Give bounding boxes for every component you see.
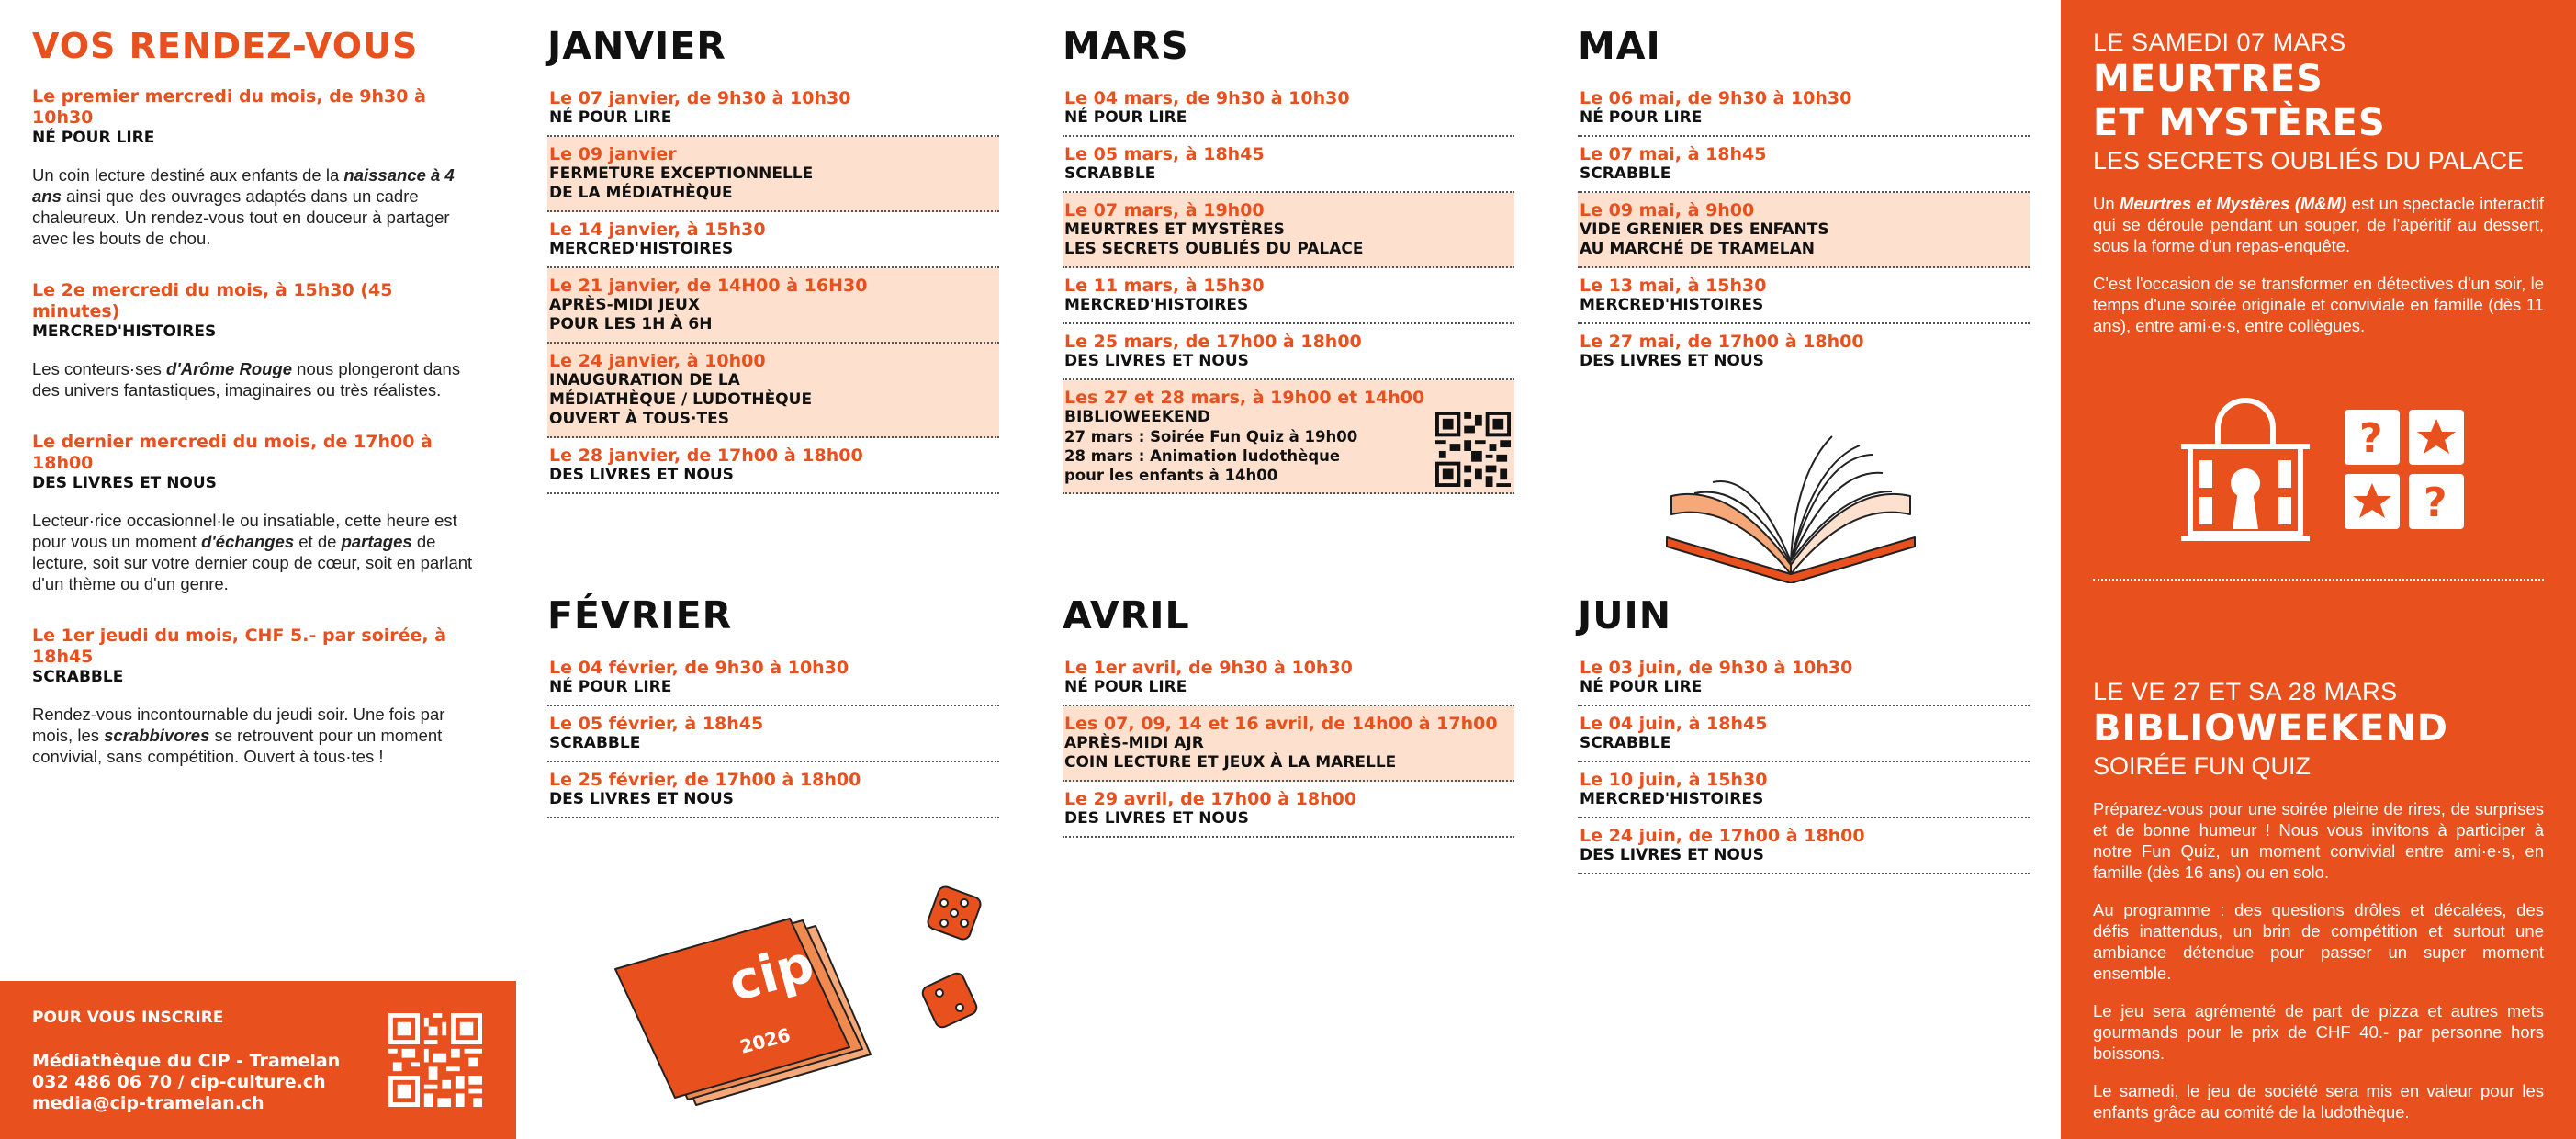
cards-logo-text: cip bbox=[722, 933, 820, 1014]
text-part: Lecteur·rice occasionnel·le ou insatiable, cette heure est pour vous un moment bbox=[32, 511, 457, 551]
event-name: NÉ POUR LIRE bbox=[549, 678, 672, 696]
intro-text bbox=[32, 358, 482, 400]
event-detail: 27 mars : Soirée Fun Quiz à 19h00 bbox=[1064, 428, 1358, 445]
dice-icon bbox=[920, 885, 983, 1030]
biblio-paragraph: Au programme : des questions drôles et décalées, des défis inattendus, un brin de compétition et surtout une ambiance détendue pour passer un super moment ensemble. bbox=[2093, 900, 2544, 983]
event-name: FERMETURE EXCEPTIONNELLE DE LA MÉDIATHÈQUE bbox=[549, 164, 814, 202]
month-mai bbox=[1578, 24, 2030, 378]
meurtres-kicker: LE SAMEDI 07 MARS bbox=[2093, 28, 2346, 56]
event-name: BIBLIOWEEKEND bbox=[1064, 408, 1210, 426]
event-name: DES LIVRES ET NOUS bbox=[1580, 846, 1764, 864]
text-part: Un coin lecture destiné aux enfants de la bbox=[32, 165, 344, 185]
event-item bbox=[1578, 324, 2030, 378]
text-part: se retrouvent pour un moment convivial, sans compétition. Ouvert à tous·tes ! bbox=[32, 726, 443, 766]
event-item bbox=[547, 650, 999, 706]
inscription-email[interactable]: media@cip-tramelan.ch bbox=[32, 1093, 264, 1113]
month-juin bbox=[1578, 593, 2030, 874]
biblio-paragraph: Le samedi, le jeu de société sera mis en valeur pour les enfants grâce au comité de la ludothèque. bbox=[2093, 1081, 2544, 1122]
event-name: MERCRED'HISTOIRES bbox=[1580, 296, 1764, 314]
event-item bbox=[1578, 81, 2030, 137]
event-date: Le 21 janvier, de 14H00 à 16H30 bbox=[549, 276, 868, 296]
text-emphasis: d'Arôme Rouge bbox=[166, 359, 293, 378]
event-item bbox=[1063, 81, 1514, 137]
event-item bbox=[1063, 193, 1514, 268]
month-title: MAI bbox=[1578, 24, 1661, 68]
event-item bbox=[547, 706, 999, 762]
month-title: MARS bbox=[1063, 24, 1189, 68]
intro-block-ne-pour-lire bbox=[32, 86, 482, 249]
biblio-subtitle: SOIRÉE FUN QUIZ bbox=[2093, 752, 2312, 780]
event-date: Le 25 mars, de 17h00 à 18h00 bbox=[1064, 332, 1362, 352]
event-item bbox=[1578, 193, 2030, 268]
text-emphasis: Meurtres et Mystères (M&M) bbox=[2120, 194, 2347, 213]
event-date: Le 11 mars, à 15h30 bbox=[1064, 276, 1265, 296]
event-item bbox=[1063, 380, 1514, 494]
intro-text bbox=[32, 704, 482, 767]
event-date: Le 03 juin, de 9h30 à 10h30 bbox=[1580, 658, 1853, 678]
event-name: SCRABBLE bbox=[1580, 734, 1671, 752]
month-mars bbox=[1063, 24, 1514, 494]
meurtres-subtitle: LES SECRETS OUBLIÉS DU PALACE bbox=[2093, 147, 2525, 175]
intro-sub: DES LIVRES ET NOUS bbox=[32, 474, 217, 492]
text-emphasis: d'échanges bbox=[201, 532, 295, 551]
event-date: Le 25 février, de 17h00 à 18h00 bbox=[549, 770, 861, 790]
event-name: MEURTRES ET MYSTÈRES LES SECRETS OUBLIÉS DU PALACE bbox=[1064, 220, 1364, 258]
month-title: JANVIER bbox=[547, 24, 726, 68]
intro-text bbox=[32, 510, 482, 594]
inscription-box bbox=[0, 981, 516, 1139]
month-title: AVRIL bbox=[1063, 593, 1190, 637]
event-item bbox=[1578, 818, 2030, 874]
palace-mystery-icon bbox=[2163, 382, 2475, 547]
biblio-kicker: LE VE 27 ET SA 28 MARS bbox=[2093, 678, 2398, 705]
event-item bbox=[1578, 137, 2030, 193]
intro-text bbox=[32, 164, 482, 249]
intro-head: Le 1er jeudi du mois, CHF 5.- par soirée, à 18h45 bbox=[32, 626, 447, 667]
event-item bbox=[1063, 782, 1514, 838]
month-title: FÉVRIER bbox=[547, 593, 733, 637]
intro-head: Le 2e mercredi du mois, à 15h30 (45 minutes) bbox=[32, 280, 393, 321]
intro-head: Le premier mercredi du mois, de 9h30 à 10h30 bbox=[32, 86, 426, 128]
event-name: MERCRED'HISTOIRES bbox=[549, 240, 734, 258]
event-item bbox=[547, 81, 999, 137]
event-name: NÉ POUR LIRE bbox=[1064, 108, 1187, 127]
text-part: Un bbox=[2093, 194, 2120, 213]
event-name: DES LIVRES ET NOUS bbox=[549, 790, 734, 808]
intro-sub: SCRABBLE bbox=[32, 668, 124, 686]
month-fevrier bbox=[547, 593, 999, 818]
text-part: ainsi que des ouvrages adaptés dans un cadre chaleureux. Un rendez-vous tout en douceur à partager avec les bouts de chou. bbox=[32, 186, 450, 248]
biblio-paragraph: Le jeu sera agrémenté de part de pizza et autres mets gourmands pour le prix de CHF 40.- par personne hors boissons. bbox=[2093, 1001, 2544, 1063]
intro-head: Le dernier mercredi du mois, de 17h00 à 18h00 bbox=[32, 432, 433, 473]
event-date: Les 07, 09, 14 et 16 avril, de 14h00 à 17h00 bbox=[1064, 714, 1498, 734]
event-item bbox=[547, 344, 999, 438]
event-date: Le 28 janvier, de 17h00 à 18h00 bbox=[549, 445, 863, 466]
inscription-name: Médiathèque du CIP - Tramelan bbox=[32, 1051, 341, 1071]
meurtres-paragraph bbox=[2093, 193, 2544, 256]
event-name: INAUGURATION DE LA MÉDIATHÈQUE / LUDOTHÈQUE OUVERT À TOUS·TES bbox=[549, 371, 813, 428]
event-date: Le 07 mai, à 18h45 bbox=[1580, 144, 1767, 164]
event-item bbox=[1063, 324, 1514, 380]
page-title: VOS RENDEZ-VOUS bbox=[32, 26, 419, 66]
intro-column bbox=[32, 26, 482, 798]
event-item bbox=[1063, 706, 1514, 782]
event-item bbox=[1578, 706, 2030, 762]
text-part: Rendez-vous incontournable du jeudi soir. Une fois par mois, les bbox=[32, 705, 445, 745]
event-date: Le 24 juin, de 17h00 à 18h00 bbox=[1580, 826, 1865, 846]
event-date: Le 24 janvier, à 10h00 bbox=[549, 351, 766, 371]
event-date: Le 06 mai, de 9h30 à 10h30 bbox=[1580, 88, 1852, 108]
intro-block-mercredhistoires bbox=[32, 280, 482, 400]
event-date: Le 07 mars, à 19h00 bbox=[1064, 200, 1265, 220]
event-name: DES LIVRES ET NOUS bbox=[1064, 809, 1249, 828]
intro-sub: MERCRED'HISTOIRES bbox=[32, 322, 217, 341]
event-date: Le 04 février, de 9h30 à 10h30 bbox=[549, 658, 849, 678]
event-name: DES LIVRES ET NOUS bbox=[1580, 352, 1764, 370]
biblio-paragraph: Préparez-vous pour une soirée pleine de rires, de surprises et de bonne humeur ! Nous vous invitons à participer à notre Fun Quiz, un moment convivial entre ami·e·s, en famille (dès 16 ans) ou en solo. bbox=[2093, 799, 2544, 882]
cards-illustration bbox=[597, 850, 1001, 1111]
svg-text:?: ? bbox=[2423, 479, 2447, 526]
event-date: Le 04 mars, de 9h30 à 10h30 bbox=[1064, 88, 1350, 108]
intro-block-scrabble bbox=[32, 626, 482, 767]
event-name: DES LIVRES ET NOUS bbox=[1064, 352, 1249, 370]
text-part: et de bbox=[294, 532, 342, 551]
event-item bbox=[1063, 650, 1514, 706]
text-part: nous plongeront dans des univers fantastiques, imaginaires ou très réalistes. bbox=[32, 359, 461, 400]
event-item bbox=[547, 137, 999, 212]
event-item bbox=[547, 268, 999, 344]
right-panel bbox=[2061, 0, 2576, 1139]
inscription-title: POUR VOUS INSCRIRE bbox=[32, 1009, 224, 1027]
text-emphasis: naissance à 4 ans bbox=[32, 165, 455, 206]
event-date: Le 07 janvier, de 9h30 à 10h30 bbox=[549, 88, 851, 108]
month-janvier bbox=[547, 24, 999, 494]
event-name: NÉ POUR LIRE bbox=[549, 108, 672, 127]
event-name: APRÈS-MIDI JEUX POUR LES 1H À 6H bbox=[549, 296, 713, 333]
meurtres-paragraph: C'est l'occasion de se transformer en détectives d'un soir, le temps d'une soirée originale et conviviale en famille (dès 11 ans), entre ami·e·s, entre collègues. bbox=[2093, 274, 2544, 335]
event-detail: 28 mars : Animation ludothèque pour les enfants à 14h00 bbox=[1064, 447, 1341, 484]
intro-block-des-livres bbox=[32, 432, 482, 594]
event-name: SCRABBLE bbox=[1580, 164, 1671, 183]
event-date: Le 10 juin, à 15h30 bbox=[1580, 770, 1768, 790]
event-name: MERCRED'HISTOIRES bbox=[1064, 296, 1249, 314]
svg-text:?: ? bbox=[2358, 415, 2383, 462]
event-date: Le 04 juin, à 18h45 bbox=[1580, 714, 1768, 734]
event-date: Le 14 janvier, à 15h30 bbox=[549, 220, 766, 240]
event-date: Le 09 janvier bbox=[549, 144, 677, 164]
month-title: JUIN bbox=[1578, 593, 1672, 637]
event-item bbox=[547, 212, 999, 268]
cards-year-text: 2026 bbox=[737, 1023, 793, 1058]
event-date: Le 13 mai, à 15h30 bbox=[1580, 276, 1767, 296]
event-item bbox=[547, 762, 999, 818]
meurtres-title: MEURTRES ET MYSTÈRES bbox=[2093, 58, 2386, 144]
inscription-phone-web[interactable]: 032 486 06 70 / cip-culture.ch bbox=[32, 1072, 326, 1092]
qr-code-icon[interactable] bbox=[388, 1013, 482, 1107]
event-name: NÉ POUR LIRE bbox=[1580, 678, 1703, 696]
event-name: VIDE GRENIER DES ENFANTS AU MARCHÉ DE TRAMELAN bbox=[1580, 220, 1829, 258]
event-date: Le 27 mai, de 17h00 à 18h00 bbox=[1580, 332, 1864, 352]
event-date: Le 09 mai, à 9h00 bbox=[1580, 200, 1755, 220]
event-name: APRÈS-MIDI AJR COIN LECTURE ET JEUX À LA MARELLE bbox=[1064, 734, 1397, 772]
biblio-title: BIBLIOWEEKEND bbox=[2093, 707, 2449, 750]
open-book-illustration bbox=[1658, 427, 1924, 583]
event-name: NÉ POUR LIRE bbox=[1064, 678, 1187, 696]
text-emphasis: scrabbivores bbox=[104, 726, 210, 745]
event-item bbox=[1578, 762, 2030, 818]
event-date: Le 29 avril, de 17h00 à 18h00 bbox=[1064, 789, 1357, 809]
event-item bbox=[547, 438, 999, 494]
event-name: SCRABBLE bbox=[1064, 164, 1156, 183]
text-part: de lecture, soit sur votre dernier coup de cœur, soit en parlant d'un thème ou d'un genre. bbox=[32, 532, 473, 593]
text-part: Les conteurs·ses bbox=[32, 359, 167, 378]
event-date: Le 05 février, à 18h45 bbox=[549, 714, 764, 734]
text-emphasis: partages bbox=[341, 532, 412, 551]
intro-sub: NÉ POUR LIRE bbox=[32, 129, 155, 147]
text-part: est un spectacle interactif qui se déroule pendant un souper, de l'apéritif au dessert, sous la forme d'un repas-enquête. bbox=[2093, 194, 2545, 255]
event-name: SCRABBLE bbox=[549, 734, 641, 752]
event-item bbox=[1578, 268, 2030, 324]
event-name: MERCRED'HISTOIRES bbox=[1580, 790, 1764, 808]
event-date: Les 27 et 28 mars, à 19h00 et 14h00 bbox=[1064, 388, 1425, 408]
event-name: NÉ POUR LIRE bbox=[1580, 108, 1703, 127]
event-item bbox=[1578, 650, 2030, 706]
month-avril bbox=[1063, 593, 1514, 838]
event-date: Le 1er avril, de 9h30 à 10h30 bbox=[1064, 658, 1353, 678]
event-name: DES LIVRES ET NOUS bbox=[549, 466, 734, 484]
event-date: Le 05 mars, à 18h45 bbox=[1064, 144, 1265, 164]
event-item bbox=[1063, 137, 1514, 193]
qr-code-icon[interactable] bbox=[1435, 412, 1511, 487]
event-item bbox=[1063, 268, 1514, 324]
